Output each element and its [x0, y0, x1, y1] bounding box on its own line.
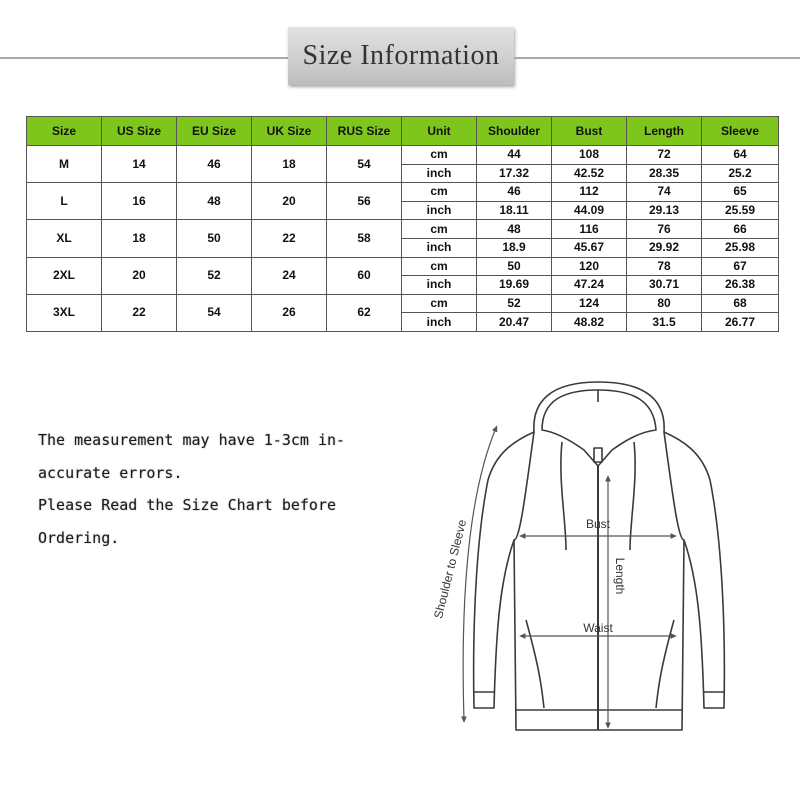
shoulder-cell: 48 [477, 220, 552, 239]
us-size-cell: 14 [102, 146, 177, 183]
sleeve-cell: 25.59 [702, 201, 779, 220]
unit-cell: inch [402, 201, 477, 220]
header-rule-left [0, 57, 288, 59]
page-title: Size Information [302, 40, 500, 71]
note-line: The measurement may have 1-3cm in- [38, 431, 346, 449]
column-header: UK Size [252, 117, 327, 146]
size-cell: L [27, 183, 102, 220]
uk-size-cell: 18 [252, 146, 327, 183]
rus-size-cell: 58 [327, 220, 402, 257]
size-information-banner [288, 27, 514, 85]
sleeve-cell: 67 [702, 257, 779, 276]
length-cell: 80 [627, 294, 702, 313]
column-header: Bust [552, 117, 627, 146]
shoulder-cell: 52 [477, 294, 552, 313]
sleeve-cell: 25.2 [702, 164, 779, 183]
uk-size-cell: 22 [252, 220, 327, 257]
eu-size-cell: 52 [177, 257, 252, 294]
column-header: Length [627, 117, 702, 146]
bust-cell: 44.09 [552, 201, 627, 220]
sleeve-cell: 65 [702, 183, 779, 202]
table-row [27, 257, 779, 276]
unit-cell: cm [402, 146, 477, 165]
unit-cell: inch [402, 276, 477, 295]
table-row [27, 146, 779, 165]
unit-cell: inch [402, 238, 477, 257]
eu-size-cell: 48 [177, 183, 252, 220]
bust-cell: 112 [552, 183, 627, 202]
note-line: Ordering. [38, 528, 120, 547]
bust-cell: 116 [552, 220, 627, 239]
shoulder-cell: 44 [477, 146, 552, 165]
rus-size-cell: 54 [327, 146, 402, 183]
eu-size-cell: 54 [177, 294, 252, 331]
length-cell: 30.71 [627, 276, 702, 295]
column-header: Size [27, 117, 102, 146]
header-rule-right [514, 57, 800, 59]
size-cell: 3XL [27, 294, 102, 331]
hoodie-measurement-diagram [430, 370, 770, 770]
shoulder-cell: 19.69 [477, 276, 552, 295]
measurement-note [38, 424, 378, 554]
eu-size-cell: 46 [177, 146, 252, 183]
table-row [27, 294, 779, 313]
uk-size-cell: 24 [252, 257, 327, 294]
bust-cell: 42.52 [552, 164, 627, 183]
length-cell: 76 [627, 220, 702, 239]
bust-cell: 108 [552, 146, 627, 165]
size-cell: M [27, 146, 102, 183]
column-header: Shoulder [477, 117, 552, 146]
length-cell: 28.35 [627, 164, 702, 183]
us-size-cell: 16 [102, 183, 177, 220]
shoulder-cell: 17.32 [477, 164, 552, 183]
uk-size-cell: 26 [252, 294, 327, 331]
length-cell: 29.92 [627, 238, 702, 257]
note-line: accurate errors. [38, 463, 183, 482]
sleeve-cell: 25.98 [702, 238, 779, 257]
length-cell: 74 [627, 183, 702, 202]
bust-cell: 48.82 [552, 313, 627, 332]
us-size-cell: 20 [102, 257, 177, 294]
sleeve-cell: 26.38 [702, 276, 779, 295]
unit-cell: cm [402, 257, 477, 276]
waist-label: Waist [583, 621, 613, 635]
shoulder-cell: 50 [477, 257, 552, 276]
rus-size-cell: 56 [327, 183, 402, 220]
rus-size-cell: 60 [327, 257, 402, 294]
hoodie-illustration [430, 370, 770, 770]
shoulder-cell: 18.9 [477, 238, 552, 257]
sleeve-cell: 64 [702, 146, 779, 165]
length-cell: 78 [627, 257, 702, 276]
bust-cell: 45.67 [552, 238, 627, 257]
us-size-cell: 22 [102, 294, 177, 331]
column-header: RUS Size [327, 117, 402, 146]
unit-cell: cm [402, 220, 477, 239]
bust-cell: 120 [552, 257, 627, 276]
length-cell: 29.13 [627, 201, 702, 220]
size-cell: 2XL [27, 257, 102, 294]
column-header: Unit [402, 117, 477, 146]
rus-size-cell: 62 [327, 294, 402, 331]
unit-cell: inch [402, 164, 477, 183]
shoulder-to-sleeve-label: Shoulder to Sleeve [431, 518, 470, 620]
size-chart-table [26, 116, 779, 332]
unit-cell: cm [402, 294, 477, 313]
column-header: EU Size [177, 117, 252, 146]
us-size-cell: 18 [102, 220, 177, 257]
unit-cell: cm [402, 183, 477, 202]
shoulder-cell: 46 [477, 183, 552, 202]
bust-label: Bust [585, 517, 611, 531]
bust-cell: 124 [552, 294, 627, 313]
unit-cell: inch [402, 313, 477, 332]
shoulder-cell: 18.11 [477, 201, 552, 220]
column-header: US Size [102, 117, 177, 146]
eu-size-cell: 50 [177, 220, 252, 257]
table-row [27, 183, 779, 202]
sleeve-cell: 26.77 [702, 313, 779, 332]
sleeve-cell: 68 [702, 294, 779, 313]
length-label: Length [613, 557, 627, 595]
table-header-row [27, 117, 779, 146]
table-row [27, 220, 779, 239]
bust-cell: 47.24 [552, 276, 627, 295]
length-cell: 72 [627, 146, 702, 165]
size-cell: XL [27, 220, 102, 257]
sleeve-cell: 66 [702, 220, 779, 239]
shoulder-cell: 20.47 [477, 313, 552, 332]
note-line: Please Read the Size Chart before [38, 496, 337, 514]
column-header: Sleeve [702, 117, 779, 146]
length-cell: 31.5 [627, 313, 702, 332]
uk-size-cell: 20 [252, 183, 327, 220]
